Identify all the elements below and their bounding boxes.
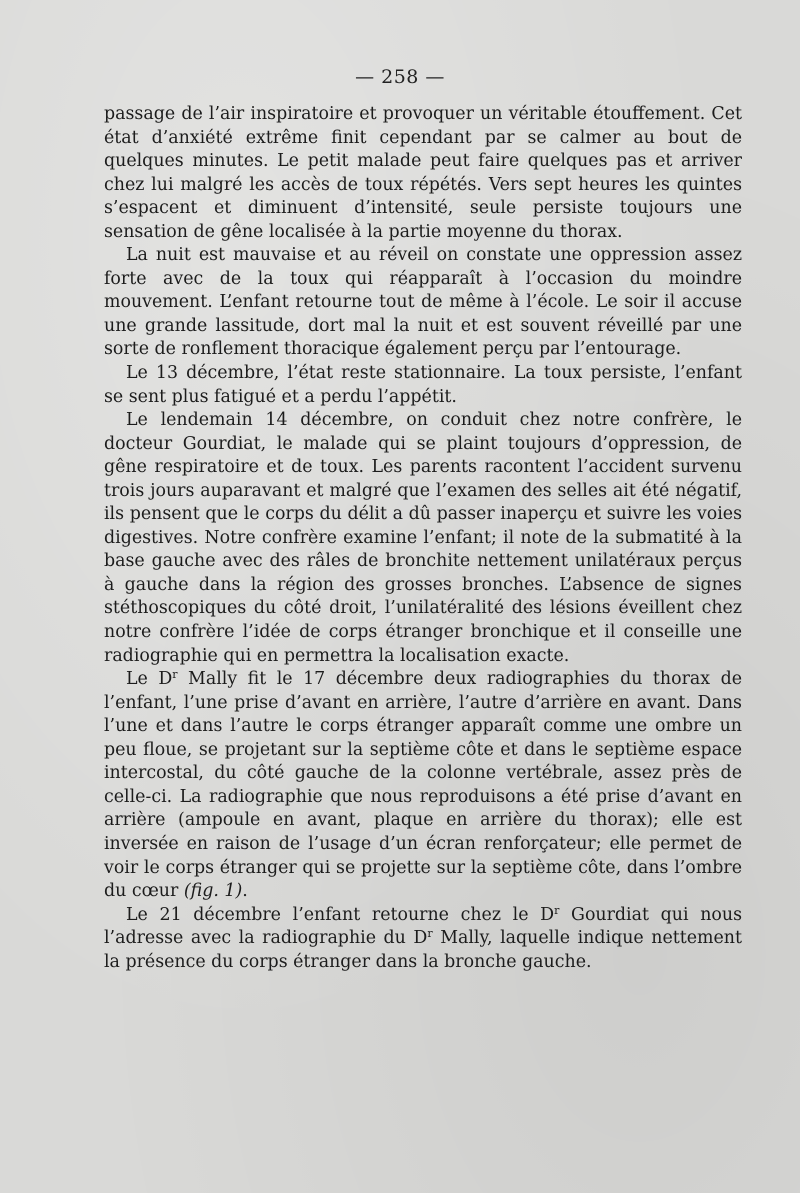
paragraph-6 bbox=[104, 904, 742, 975]
doctor-superscript: r bbox=[554, 903, 560, 917]
doctor-superscript: r bbox=[172, 668, 178, 682]
paragraph-5-end: . bbox=[242, 881, 248, 902]
paragraph-6-part-b: Gourdiat qui nous l’adresse avec la radiographie du D bbox=[104, 904, 742, 949]
paragraph-2: La nuit est mauvaise et au réveil on constate une oppression assez forte avec de la toux qui réapparaît à l’occasion du moindre mouvement. L’enfant retourne tout de même à l’école. Le soir il accuse une grande lassitude, dort mal la nuit et est souvent réveillé par une sorte de ronflement thoracique également perçu par l’entourage. bbox=[104, 245, 742, 360]
paragraph-4: Le lendemain 14 décembre, on conduit chez notre confrère, le docteur Gourdiat, le malade qui se plaint toujours d’oppression, de gêne respiratoire et de toux. Les parents racontent l’accident survenu trois jours auparavant et malgré que l’examen des selles ait été négatif, ils pensent que le corps du délit a dû passer inaperçu et suivre les voies digestives. Notre confrère examine l’enfant; il note de la submatité à la base gauche avec des râles de bronchite nettement unilatéraux perçus à gauche dans la région des grosses bronches. L’absence de signes stéthoscopiques du côté droit, l’unilatéralité des lésions éveillent chez notre confrère l’idée de corps étranger bronchique et il conseille une radiographie qui en permettra la localisation exacte. bbox=[104, 410, 742, 666]
figure-reference: (fig. 1) bbox=[183, 881, 243, 902]
paragraph-1: passage de l’air inspiratoire et provoquer un véritable étouffement. Cet état d’anxiété extrême finit cependant par se calmer au bout de quelques minutes. Le petit malade peut faire quelques pas et arriver chez lui malgré les accès de toux répétés. Vers sept heures les quintes s’espacent et diminuent d’intensité, seule persiste toujours une sensation de gêne localisée à la partie moyenne du thorax. bbox=[104, 104, 742, 242]
paragraph-5-start: Le D bbox=[126, 669, 173, 690]
body-text bbox=[104, 103, 742, 974]
page-number: — 258 — bbox=[355, 66, 445, 88]
paragraph-6-part-a: Le 21 décembre l’enfant retourne chez le D bbox=[126, 904, 555, 925]
paragraph-6-part-c: Mally, laquelle indique nettement la présence du corps étranger dans la bronche gauche. bbox=[104, 928, 742, 972]
paragraph-3: Le 13 décembre, l’état reste stationnaire. La toux persiste, l’enfant se sent plus fatigué et a perdu l’appétit. bbox=[104, 363, 742, 407]
doctor-superscript: r bbox=[427, 927, 433, 941]
paragraph-5-body: Mally fit le 17 décembre deux radiographies du thorax de l’enfant, l’une prise d’avant en arrière, l’autre d’arrière en avant. Dans l’une et dans l’autre le corps étranger apparaît comme une ombre un peu floue, se projetant sur la septième côte et dans le septième espace intercostal, du côté gauche de la colonne vertébrale, assez près de celle-ci. La radiographie que nous reproduisons a été prise d’avant en arrière (ampoule en avant, plaque en arrière du thorax); elle est inversée en raison de l’usage d’un écran renforçateur; elle permet de voir le corps étranger qui se projette sur la septième côte, dans l’ombre du cœur bbox=[104, 669, 742, 902]
paragraph-5 bbox=[104, 668, 742, 903]
